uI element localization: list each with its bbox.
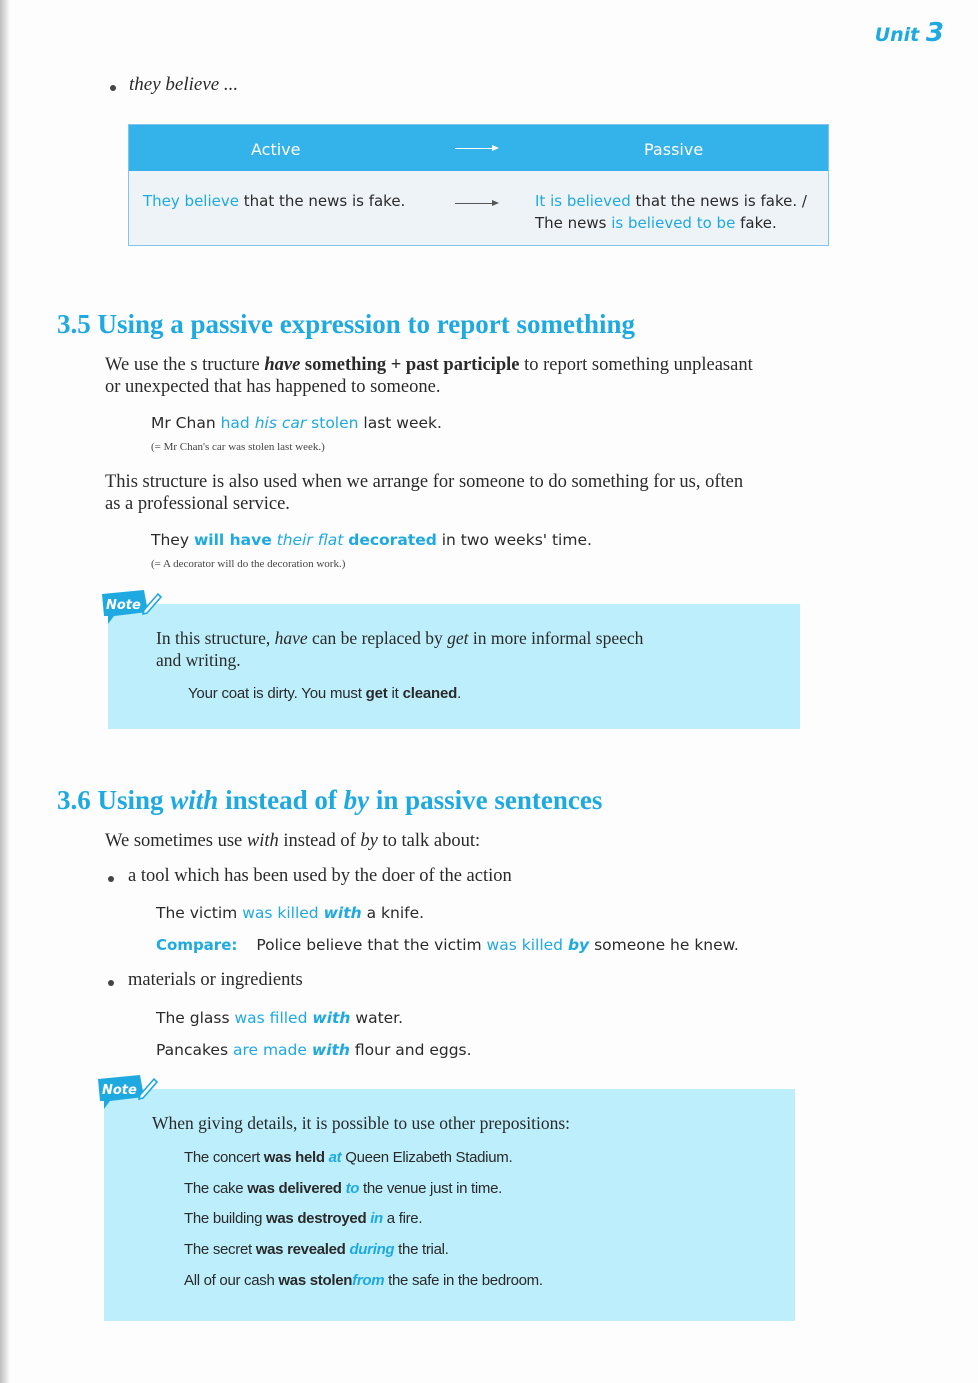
note-2-item: All of our cash was stolenfrom the safe in the bedroom. bbox=[184, 1272, 543, 1289]
section-3-6-title: 3.6 Using with instead of by in passive sentences bbox=[57, 785, 603, 815]
note-2-item: The cake was delivered to the venue just in time. bbox=[184, 1180, 503, 1197]
sec35-example-1-gloss: (= Mr Chan's car was stolen last week.) bbox=[151, 441, 325, 453]
note-2-item: The secret was revealed during the trial. bbox=[184, 1241, 449, 1258]
svg-text:Note: Note bbox=[102, 1083, 137, 1098]
note-2-item: The building was destroyed in a fire. bbox=[184, 1210, 423, 1227]
sec36-example-3: Pancakes are made with flour and eggs. bbox=[156, 1041, 472, 1059]
header-arrow-icon bbox=[455, 148, 497, 149]
row-arrow-icon bbox=[455, 203, 497, 204]
note-badge-icon bbox=[100, 588, 162, 626]
sec35-example-2: They will have their flat decorated in two weeks' time. bbox=[151, 531, 592, 549]
active-passive-table bbox=[128, 124, 829, 246]
sec35-paragraph-1: We use the s tructure have something + past participle to report something unpleasant or unexpected that has happened to someone. bbox=[105, 355, 753, 397]
col-passive-header: Passive bbox=[644, 140, 704, 159]
note-2-item: The concert was held at Queen Elizabeth Stadium. bbox=[184, 1149, 513, 1166]
passive-sentence-2: The news is believed to be fake. bbox=[535, 214, 777, 232]
table-header bbox=[129, 125, 828, 171]
sec35-example-1: Mr Chan had his car stolen last week. bbox=[151, 414, 442, 432]
svg-text:Note: Note bbox=[106, 598, 141, 613]
bullet-dot bbox=[110, 85, 116, 91]
note-1-text: In this structure, have can be replaced by get in more informal speech and writing. bbox=[156, 628, 644, 670]
section-3-5-title: 3.5 Using a passive expression to report something bbox=[57, 309, 636, 339]
sec36-compare: Compare: Police believe that the victim was killed by someone he knew. bbox=[156, 936, 739, 954]
note-2-intro: When giving details, it is possible to use other prepositions: bbox=[152, 1113, 571, 1133]
note-1-example: Your coat is dirty. You must get it cleaned. bbox=[188, 685, 462, 702]
passive-sentence-1: It is believed that the news is fake. / bbox=[535, 192, 807, 210]
sec36-bullet-2: materials or ingredients bbox=[128, 970, 303, 990]
intro-bullet-text: they believe ... bbox=[129, 74, 239, 95]
active-sentence: They believe that the news is fake. bbox=[143, 192, 406, 210]
bullet-dot bbox=[108, 876, 114, 882]
sec35-paragraph-2: This structure is also used when we arrange for someone to do something for us, often as a professional service. bbox=[105, 472, 744, 514]
sec36-example-1: The victim was killed with a knife. bbox=[156, 904, 425, 922]
sec36-bullet-1: a tool which has been used by the doer of the action bbox=[128, 866, 512, 886]
sec36-example-2: The glass was filled with water. bbox=[156, 1009, 404, 1027]
compare-label: Compare: bbox=[156, 936, 238, 954]
sec35-example-2-gloss: (= A decorator will do the decoration work.) bbox=[151, 558, 346, 570]
unit-label: Unit 3 bbox=[874, 18, 944, 48]
bullet-dot bbox=[108, 980, 114, 986]
sec36-intro: We sometimes use with instead of by to talk about: bbox=[105, 831, 481, 851]
page-edge-shadow bbox=[0, 0, 10, 1383]
note-badge-icon bbox=[96, 1073, 158, 1111]
col-active-header: Active bbox=[251, 140, 301, 159]
